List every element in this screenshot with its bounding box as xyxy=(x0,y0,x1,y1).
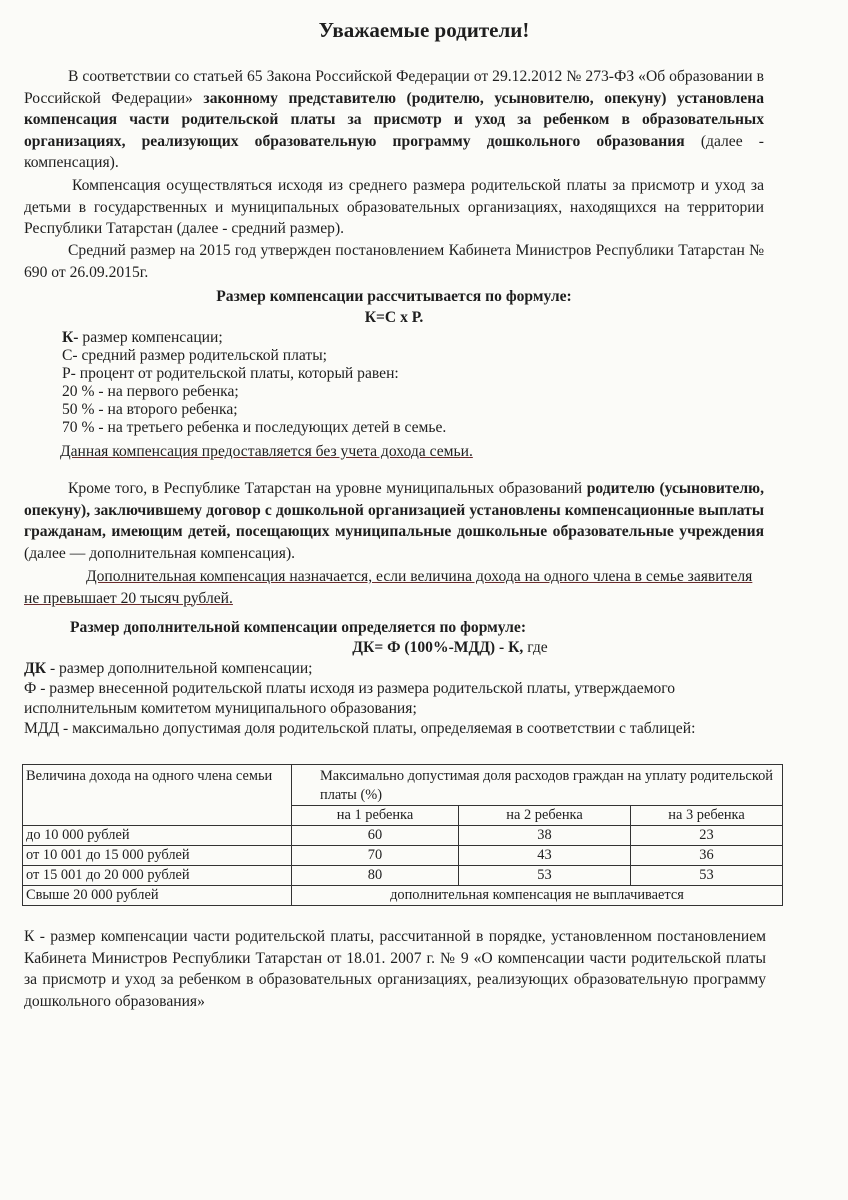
table-row xyxy=(23,826,783,846)
cell: дополнительная компенсация не выплачивается xyxy=(292,886,783,906)
legend-item: Р- процент от родительской платы, который равен: xyxy=(62,365,399,382)
legend-item: С- средний размер родительской платы; xyxy=(62,347,328,364)
table-row xyxy=(23,846,783,866)
row-label: от 10 001 до 15 000 рублей xyxy=(23,846,292,866)
formula1-heading: Размер компенсации рассчитывается по формуле: xyxy=(216,288,572,305)
formula1: К=С х Р. xyxy=(364,309,424,326)
formula2: ДК= Ф (100%-МДД) - К, где xyxy=(352,639,548,656)
formula1-legend xyxy=(62,329,762,437)
row-label: до 10 000 рублей xyxy=(23,826,292,846)
legend-item: МДД - максимально допустимая доля родительской платы, определяемая в соответствии с таблицей: xyxy=(24,720,696,737)
intro-paragraph: В соответствии со статьей 65 Закона Российской Федерации от 29.12.2012 № 273-ФЗ «Об образовании в Российской Федерации» законному представителю (родителю, усыновителю, опекуну) установлена компенсация части родительской платы за присмотр и уход за ребенком в образовательных организациях, реализующих образовательную программу дошкольного образования (далее - компенсация). xyxy=(24,68,764,172)
share-header: Максимально допустимая доля расходов граждан на уплату родительской платы (%) xyxy=(292,765,783,806)
income-header: Величина дохода на одного члена семьи xyxy=(23,765,292,826)
cell: 38 xyxy=(459,826,631,846)
cell: 43 xyxy=(459,846,631,866)
formula2-legend xyxy=(24,659,769,739)
table-row xyxy=(23,866,783,886)
cell: 70 xyxy=(292,846,459,866)
legend-item: ДК - размер дополнительной компенсации; xyxy=(24,660,313,677)
formula2-heading: Размер дополнительной компенсации определяется по формуле: xyxy=(70,619,527,636)
legend-item: 20 % - на первого ребенка; xyxy=(62,383,239,400)
cell: 53 xyxy=(631,866,783,886)
k-definition-paragraph: К - размер компенсации части родительской платы, рассчитанной в порядке, установленном постановлением Кабинета Министров Республики Татарстан от 18.01. 2007 г. № 9 «О компенсации части родительской платы за присмотр и уход за ребенком в образовательных организациях, реализующих образовательную программу дошкольного образования» xyxy=(24,928,766,1010)
legend-item: 50 % - на второго ребенка; xyxy=(62,401,238,418)
page-title: Уважаемые родители! xyxy=(318,18,530,42)
row-label: Свыше 20 000 рублей xyxy=(23,886,292,906)
legend-item: 70 % - на третьего ребенка и последующих детей в семье. xyxy=(62,419,447,436)
cell: 53 xyxy=(459,866,631,886)
legend-item: Ф - размер внесенной родительской платы исходя из размера родительской платы, утверждаемого исполнительным комитетом муниципального образования; xyxy=(24,680,676,717)
income-note: Данная компенсация предоставляется без учета дохода семьи. xyxy=(60,443,473,460)
cell: 23 xyxy=(631,826,783,846)
table-header-row xyxy=(23,765,783,806)
subheader: на 3 ребенка xyxy=(631,806,783,826)
cell: 80 xyxy=(292,866,459,886)
mdd-table xyxy=(22,764,783,906)
table-row xyxy=(23,886,783,906)
subheader: на 2 ребенка xyxy=(459,806,631,826)
cell: 60 xyxy=(292,826,459,846)
compensation-basis-paragraph: Компенсация осуществляться исходя из среднего размера родительской платы за присмотр и уход за детьми в государственных и муниципальных образовательных организациях, находящихся на территории Республики Татарстан (далее - средний размер). xyxy=(24,177,764,238)
income-limit-note: Дополнительная компенсация назначается, если величина дохода на одного члена в семье заявителя не превышает 20 тысяч рублей. xyxy=(24,568,753,607)
average-size-paragraph: Средний размер на 2015 год утвержден постановлением Кабинета Министров Республики Татарстан № 690 от 26.09.2015г. xyxy=(24,242,764,281)
subheader: на 1 ребенка xyxy=(292,806,459,826)
legend-item: К- размер компенсации; xyxy=(62,329,223,346)
cell: 36 xyxy=(631,846,783,866)
row-label: от 15 001 до 20 000 рублей xyxy=(23,866,292,886)
additional-compensation-paragraph: Кроме того, в Республике Татарстан на уровне муниципальных образований родителю (усыновителю, опекуну), заключившему договор с дошкольной организацией установлены компенсационные выплаты гражданам, имеющим детей, посещающих муниципальные дошкольные образовательные учреждения (далее — дополнительная компенсация). xyxy=(24,480,764,562)
